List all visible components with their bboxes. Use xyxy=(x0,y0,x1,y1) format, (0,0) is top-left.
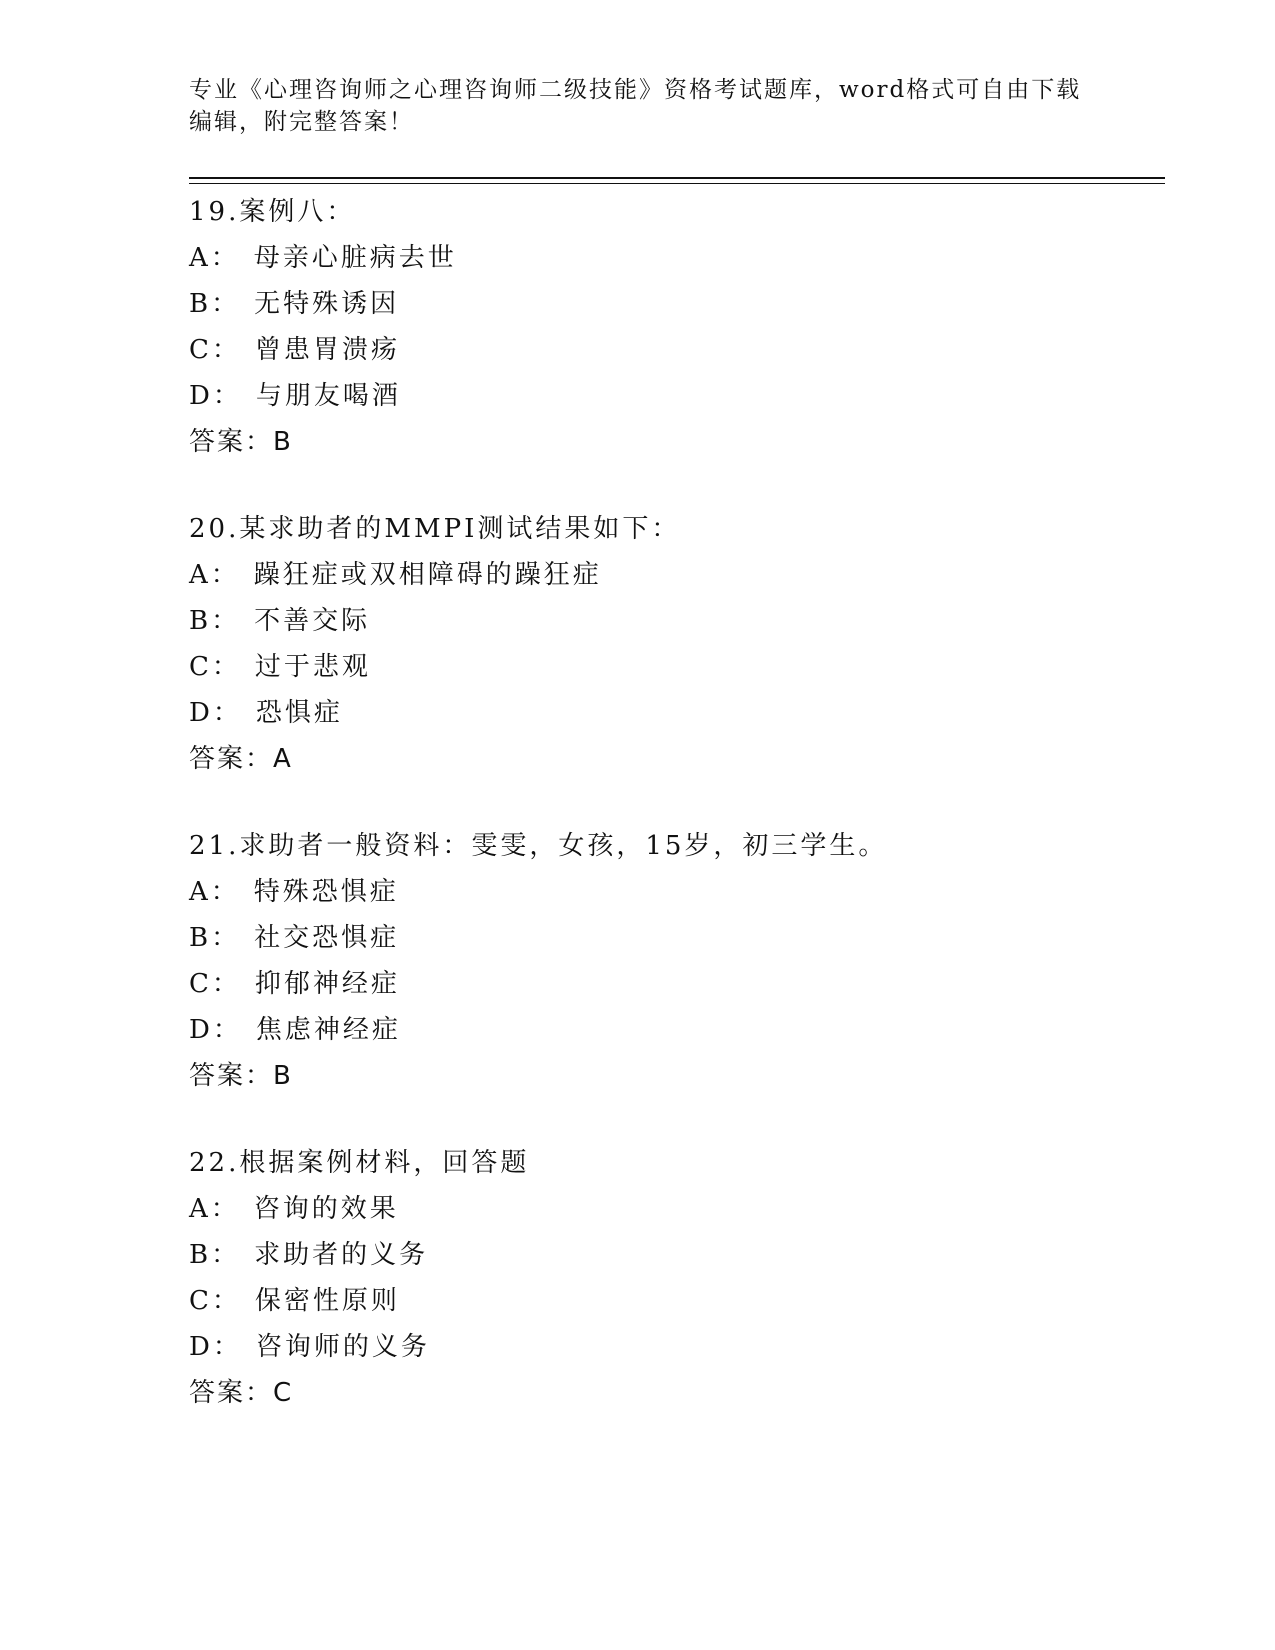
answer-line: 答案：A xyxy=(189,744,293,774)
question-title: 21.求助者一般资料：雯雯，女孩，15岁，初三学生。 xyxy=(189,831,888,861)
option-text: 恐惧症 xyxy=(255,698,343,728)
option-d xyxy=(189,373,1149,419)
option-letter: A： xyxy=(189,1194,240,1224)
option-text: 无特殊诱因 xyxy=(254,289,400,319)
option-c xyxy=(189,1278,1149,1324)
header-line-2: 编辑，附完整答案！ xyxy=(189,109,414,135)
option-b xyxy=(189,281,1149,327)
option-letter: D： xyxy=(189,1015,242,1045)
option-text: 不善交际 xyxy=(254,606,371,636)
header-divider-thick xyxy=(189,177,1165,179)
option-letter: B： xyxy=(189,606,241,636)
option-letter: C： xyxy=(189,652,241,682)
option-letter: C： xyxy=(189,969,241,999)
option-b xyxy=(189,1232,1149,1278)
option-text: 焦虑神经症 xyxy=(255,1015,401,1045)
option-text: 咨询的效果 xyxy=(253,1194,399,1224)
answer-line: 答案：B xyxy=(189,427,293,457)
option-a xyxy=(189,552,1149,598)
option-text: 社交恐惧症 xyxy=(254,923,400,953)
answer-line: 答案：C xyxy=(189,1378,294,1408)
option-a xyxy=(189,235,1149,281)
option-text: 求助者的义务 xyxy=(254,1240,429,1270)
option-letter: B： xyxy=(189,289,241,319)
option-c xyxy=(189,644,1149,690)
option-text: 咨询师的义务 xyxy=(255,1332,430,1362)
option-letter: D： xyxy=(189,381,242,411)
option-c xyxy=(189,961,1149,1007)
option-text: 曾患胃溃疡 xyxy=(254,335,400,365)
option-text: 抑郁神经症 xyxy=(254,969,400,999)
question-list xyxy=(189,189,1149,1457)
option-text: 母亲心脏病去世 xyxy=(253,243,457,273)
option-letter: A： xyxy=(189,877,240,907)
question-title: 19.案例八： xyxy=(189,197,356,227)
option-c xyxy=(189,327,1149,373)
question-title: 20.某求助者的MMPI测试结果如下： xyxy=(189,514,681,544)
header-divider-thin xyxy=(189,183,1165,184)
question-21 xyxy=(189,823,1149,1099)
document-header xyxy=(189,74,1089,138)
option-b xyxy=(189,915,1149,961)
option-letter: C： xyxy=(189,1286,241,1316)
question-title: 22.根据案例材料，回答题 xyxy=(189,1148,530,1178)
question-20 xyxy=(189,506,1149,782)
option-text: 躁狂症或双相障碍的躁狂症 xyxy=(253,560,602,590)
option-letter: D： xyxy=(189,1332,242,1362)
option-letter: A： xyxy=(189,243,240,273)
header-line-1: 专业《心理咨询师之心理咨询师二级技能》资格考试题库，word格式可自由下载 xyxy=(189,77,1082,103)
question-19 xyxy=(189,189,1149,465)
option-b xyxy=(189,598,1149,644)
option-d xyxy=(189,690,1149,736)
option-d xyxy=(189,1324,1149,1370)
option-text: 特殊恐惧症 xyxy=(253,877,399,907)
question-22 xyxy=(189,1140,1149,1416)
option-a xyxy=(189,869,1149,915)
option-text: 与朋友喝酒 xyxy=(255,381,401,411)
option-text: 保密性原则 xyxy=(254,1286,400,1316)
option-letter: C： xyxy=(189,335,241,365)
option-d xyxy=(189,1007,1149,1053)
option-letter: B： xyxy=(189,1240,241,1270)
option-letter: A： xyxy=(189,560,240,590)
answer-line: 答案：B xyxy=(189,1061,293,1091)
option-a xyxy=(189,1186,1149,1232)
option-letter: B： xyxy=(189,923,241,953)
option-letter: D： xyxy=(189,698,242,728)
option-text: 过于悲观 xyxy=(254,652,371,682)
